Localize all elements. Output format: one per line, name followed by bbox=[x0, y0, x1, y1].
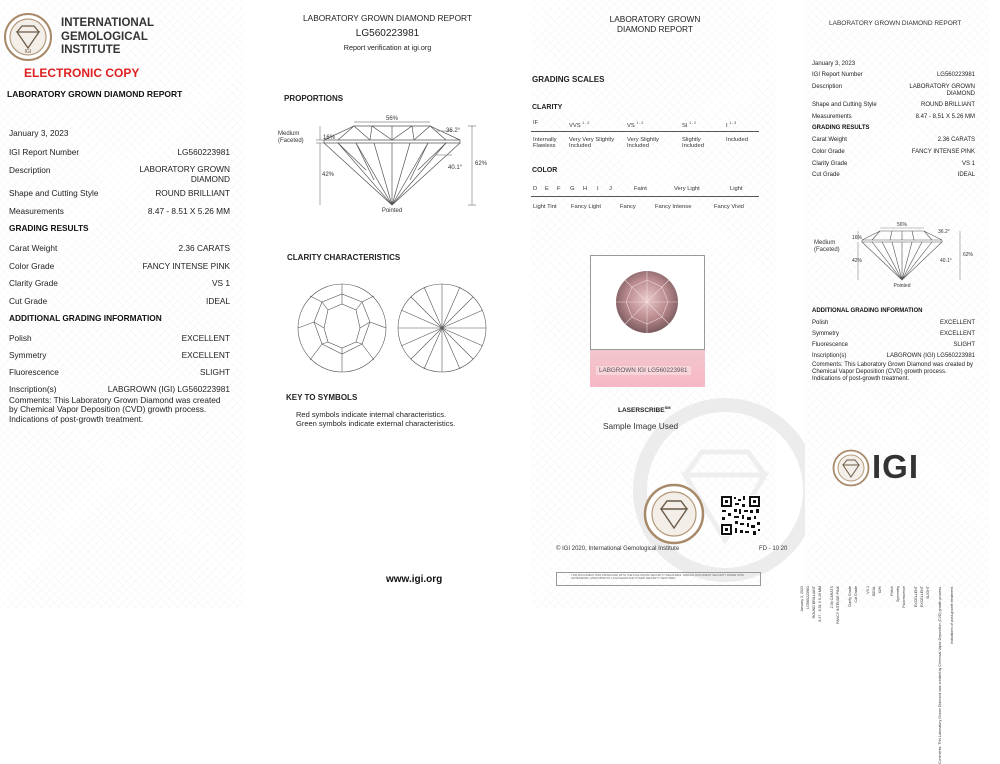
comments bbox=[9, 396, 231, 424]
additional-row bbox=[9, 350, 230, 360]
svg-text:36.2°: 36.2° bbox=[938, 229, 950, 235]
additional-row bbox=[9, 333, 230, 343]
color-term: Fancy Intense bbox=[655, 204, 692, 210]
clarity-description: Internally Flawless bbox=[533, 137, 557, 150]
color-term: Light bbox=[730, 186, 743, 192]
vertical-summary-strip: Polish bbox=[890, 586, 894, 596]
summary-row: Carat Weight 2.36 CARATS bbox=[812, 137, 975, 143]
additional-value: EXCELLENT bbox=[181, 350, 230, 360]
summary-row: Measurements 8.47 - 8.51 X 5.26 MM bbox=[812, 114, 975, 120]
report-title: LABORATORY GROWN DIAMOND REPORT bbox=[303, 13, 472, 23]
clarity-characteristics-heading: CLARITY CHARACTERISTICS bbox=[287, 253, 401, 262]
grade-value: VS 1 bbox=[212, 278, 230, 288]
vertical-summary-strip: 8.47 - 8.51 X 5.26 MM bbox=[818, 586, 822, 622]
scales-report-title bbox=[580, 15, 730, 34]
institute-name bbox=[61, 17, 171, 58]
vertical-summary-strip: January 3, 2023 bbox=[800, 586, 804, 612]
grade-row bbox=[9, 261, 230, 271]
vertical-summary-strip: FANCY INTENSE PINK bbox=[836, 586, 840, 624]
grade-label: Color Grade bbox=[9, 261, 55, 271]
summary-girdle-label: Medium (Faceted) bbox=[814, 240, 840, 253]
svg-text:16%: 16% bbox=[852, 235, 863, 241]
round-brilliant-profile-icon bbox=[276, 110, 486, 220]
culet-label: Pointed bbox=[381, 208, 403, 214]
additional-info-heading: ADDITIONAL GRADING INFORMATION bbox=[9, 313, 162, 323]
svg-text:42%: 42% bbox=[852, 258, 863, 264]
vertical-summary-strip: Fluorescence bbox=[902, 586, 906, 608]
summary-row: Inscription(s) LABGROWN (IGI) LG560223981 bbox=[812, 353, 975, 359]
crown-height: 16% bbox=[323, 135, 336, 141]
vertical-summary-strip: IDEAL bbox=[872, 586, 876, 597]
detail-value: LABORATORY GROWN DIAMOND bbox=[139, 164, 230, 184]
report-title: LABORATORY GROWN DIAMOND REPORT bbox=[7, 89, 183, 99]
clarity-description: Slightly Included bbox=[682, 137, 704, 150]
grading-results-heading: GRADING RESULTS bbox=[9, 223, 89, 233]
svg-text:40.1°: 40.1° bbox=[940, 258, 952, 264]
additional-label: Polish bbox=[9, 333, 32, 343]
grade-label: Clarity Grade bbox=[9, 278, 58, 288]
grade-value: FANCY INTENSE PINK bbox=[142, 261, 230, 271]
detail-row bbox=[9, 147, 230, 157]
vertical-summary-strip: ROUND BRILLIANT bbox=[812, 586, 816, 619]
key-line-external: Green symbols indicate external characteristics. bbox=[296, 419, 456, 428]
summary-row: Shape and Cutting Style ROUND BRILLIANT bbox=[812, 102, 975, 108]
clarity-description: Very Very Slightly Included bbox=[569, 137, 615, 150]
grade-value: 2.36 CARATS bbox=[178, 243, 230, 253]
table-percent: 56% bbox=[385, 116, 399, 122]
clarity-grade: SI $^{1 - 2}$ bbox=[682, 121, 697, 129]
website-link[interactable]: www.igi.org bbox=[386, 574, 443, 585]
color-letter: G bbox=[570, 186, 575, 192]
comments-text: Comments: This Laboratory Grown Diamond was created by Chemical Vapor Deposition (CVD) growth process. bbox=[9, 395, 221, 415]
electronic-copy-label: ELECTRONIC COPY bbox=[24, 66, 140, 80]
summary-row: Symmetry EXCELLENT bbox=[812, 331, 975, 337]
color-letter: H bbox=[583, 186, 588, 192]
grade-label: Carat Weight bbox=[9, 243, 58, 253]
color-term: Light Tint bbox=[533, 204, 557, 210]
pavilion-angle: 40.1° bbox=[448, 165, 463, 171]
vertical-summary-strip: SLIGHT bbox=[926, 586, 930, 599]
additional-value: LABGROWN (IGI) LG560223981 bbox=[107, 384, 230, 394]
summary-row: Clarity Grade VS 1 bbox=[812, 161, 975, 167]
laserscribe-label: LASERSCRIBE℠ bbox=[618, 405, 671, 415]
igi-seal-icon bbox=[3, 12, 53, 62]
detail-label: January 3, 2023 bbox=[9, 128, 69, 138]
treatment-text: Indications of post-growth treatment. bbox=[9, 413, 144, 424]
qr-code-icon[interactable] bbox=[720, 495, 761, 536]
scales-title-line: LABORATORY GROWN bbox=[609, 14, 701, 24]
additional-label: Inscription(s) bbox=[9, 384, 57, 394]
detail-label: Description bbox=[9, 165, 51, 175]
crown-plot-icon bbox=[296, 282, 388, 374]
svg-text:62%: 62% bbox=[963, 252, 974, 258]
detail-label: Shape and Cutting Style bbox=[9, 188, 99, 198]
additional-label: Fluorescence bbox=[9, 367, 59, 377]
grade-label: Cut Grade bbox=[9, 296, 48, 306]
summary-row: Polish EXCELLENT bbox=[812, 320, 975, 326]
summary-date: January 3, 2023 bbox=[812, 61, 856, 67]
summary-profile-icon bbox=[812, 220, 977, 290]
summary-row: Description LABORATORY GROWN DIAMOND bbox=[812, 84, 975, 97]
summary-grading-heading: GRADING RESULTS bbox=[812, 125, 870, 131]
color-letter: I bbox=[597, 186, 599, 192]
vertical-summary-strip: Indications of post-growth treatment. bbox=[950, 586, 954, 645]
vertical-summary-strip: EXCELLENT bbox=[920, 586, 924, 607]
proportions-heading: PROPORTIONS bbox=[284, 94, 344, 103]
total-depth: 62% bbox=[475, 161, 488, 167]
report-number: LG560223981 bbox=[355, 28, 420, 39]
detail-value: ROUND BRILLIANT bbox=[155, 188, 230, 198]
clarity-description: Very Slightly Included bbox=[627, 137, 659, 150]
color-term: Fancy Light bbox=[571, 204, 601, 210]
detail-label: Measurements bbox=[9, 206, 64, 216]
summary-report-title: LABORATORY GROWN DIAMOND REPORT bbox=[829, 20, 962, 27]
detail-label: IGI Report Number bbox=[9, 147, 80, 157]
color-term: Very Light bbox=[674, 186, 700, 192]
additional-row bbox=[9, 384, 230, 394]
additional-value: EXCELLENT bbox=[181, 333, 230, 343]
scale-divider bbox=[531, 131, 759, 132]
vertical-summary-strip: Cut Grade bbox=[854, 586, 858, 603]
vertical-summary-strip: EXCELLENT bbox=[914, 586, 918, 607]
vertical-summary-strip: LG560223981 bbox=[806, 586, 810, 609]
summary-row: Color Grade FANCY INTENSE PINK bbox=[812, 149, 975, 155]
svg-text:Pointed: Pointed bbox=[893, 283, 911, 289]
summary-comments: Comments: This Laboratory Grown Diamond was created by Chemical Vapor Deposition (CVD) growth process. Indications of post-growth treatment. bbox=[812, 362, 973, 383]
color-scale-heading: COLOR bbox=[532, 167, 558, 174]
detail-value: 8.47 - 8.51 X 5.26 MM bbox=[147, 206, 230, 216]
vertical-summary-strip: Symmetry bbox=[896, 586, 900, 603]
report-date bbox=[9, 128, 230, 138]
institute-name-line: INTERNATIONAL bbox=[61, 17, 155, 29]
additional-value: SLIGHT bbox=[200, 367, 230, 377]
color-letter: J bbox=[609, 186, 612, 192]
detail-value: LG560223981 bbox=[177, 147, 230, 157]
report-verification: Report verification at igi.org bbox=[343, 43, 432, 52]
detail-row bbox=[9, 206, 230, 216]
copyright-text: © IGI 2020, International Gemological Institute bbox=[556, 546, 680, 552]
color-term: Faint bbox=[634, 186, 647, 192]
summary-additional-heading: ADDITIONAL GRADING INFORMATION bbox=[812, 308, 923, 314]
vertical-summary-strip: 2.36 CARATS bbox=[830, 586, 834, 609]
grade-row bbox=[9, 296, 230, 306]
grade-row bbox=[9, 278, 230, 288]
detail-row bbox=[9, 188, 230, 198]
key-to-symbols-heading: KEY TO SYMBOLS bbox=[286, 393, 358, 402]
scales-title-line: DIAMOND REPORT bbox=[617, 23, 693, 34]
girdle-label: Medium (Faceted) bbox=[278, 131, 304, 144]
svg-text:56%: 56% bbox=[896, 222, 908, 228]
vertical-summary-strip: VS 1 bbox=[866, 586, 870, 594]
color-letter: E bbox=[545, 186, 549, 192]
grade-value: IDEAL bbox=[206, 296, 230, 306]
color-letter: D bbox=[533, 186, 538, 192]
diamond-photo-icon bbox=[591, 256, 704, 349]
summary-row: IGI Report Number LG560223981 bbox=[812, 72, 975, 78]
pavilion-plot-icon bbox=[396, 282, 488, 374]
additional-row bbox=[9, 367, 230, 377]
color-term: Fancy bbox=[620, 204, 636, 210]
vertical-summary-strip: Clarity Grade bbox=[848, 586, 852, 608]
summary-row: Cut Grade IDEAL bbox=[812, 172, 975, 178]
color-letter: F bbox=[557, 186, 561, 192]
pavilion-depth: 42% bbox=[322, 172, 335, 178]
key-line-internal: Red symbols indicate internal characteristics. bbox=[296, 410, 447, 419]
igi-seal-icon bbox=[643, 483, 705, 545]
sample-image-caption: Sample Image Used bbox=[603, 421, 679, 431]
diamond-photo bbox=[590, 255, 705, 350]
svg-text:IGI: IGI bbox=[24, 49, 32, 55]
institute-name-line: INSTITUTE bbox=[61, 44, 121, 56]
clarity-description: Included bbox=[726, 137, 748, 143]
form-code: FD - 10 20 bbox=[759, 546, 788, 552]
igi-seal-icon bbox=[832, 449, 870, 487]
crown-angle: 36.2° bbox=[446, 128, 461, 134]
summary-row: Fluorescence SLIGHT bbox=[812, 342, 975, 348]
scale-divider bbox=[531, 196, 759, 197]
color-term: Fancy Vivid bbox=[714, 204, 744, 210]
clarity-scale-heading: CLARITY bbox=[532, 104, 563, 111]
igi-logo-text: IGI bbox=[872, 448, 920, 485]
institute-name-line: GEMOLOGICAL bbox=[61, 30, 148, 43]
detail-row bbox=[9, 165, 230, 184]
clarity-grade: IF bbox=[533, 120, 539, 126]
inscription-text: LABGROWN IGI LG560223981 bbox=[596, 366, 691, 375]
grade-row bbox=[9, 243, 230, 253]
grading-scales-heading: GRADING SCALES bbox=[532, 75, 605, 84]
clarity-grade: VVS $^{1 - 2}$ bbox=[569, 121, 590, 129]
additional-label: Symmetry bbox=[9, 350, 47, 360]
vertical-summary-strip: Comments: This Laboratory Grown Diamond was created by Chemical Vapor Deposition (CVD) growth process. bbox=[938, 586, 942, 764]
clarity-grade: VS $^{1 - 2}$ bbox=[627, 121, 644, 129]
vertical-summary-strip: 62% bbox=[878, 586, 882, 594]
security-fineprint: THIS DOCUMENT WAS PRODUCED WITH THE FOLLOWING SECURITY MEASURES: SPECIAL DOCUMENT SECURITY PAPER WITH WATERMARK, MICROPRINTS, HOLOGRAM AND OTHER SECURITY FEATURES. bbox=[556, 572, 761, 586]
clarity-grade: I $^{1 - 3}$ bbox=[726, 121, 737, 129]
